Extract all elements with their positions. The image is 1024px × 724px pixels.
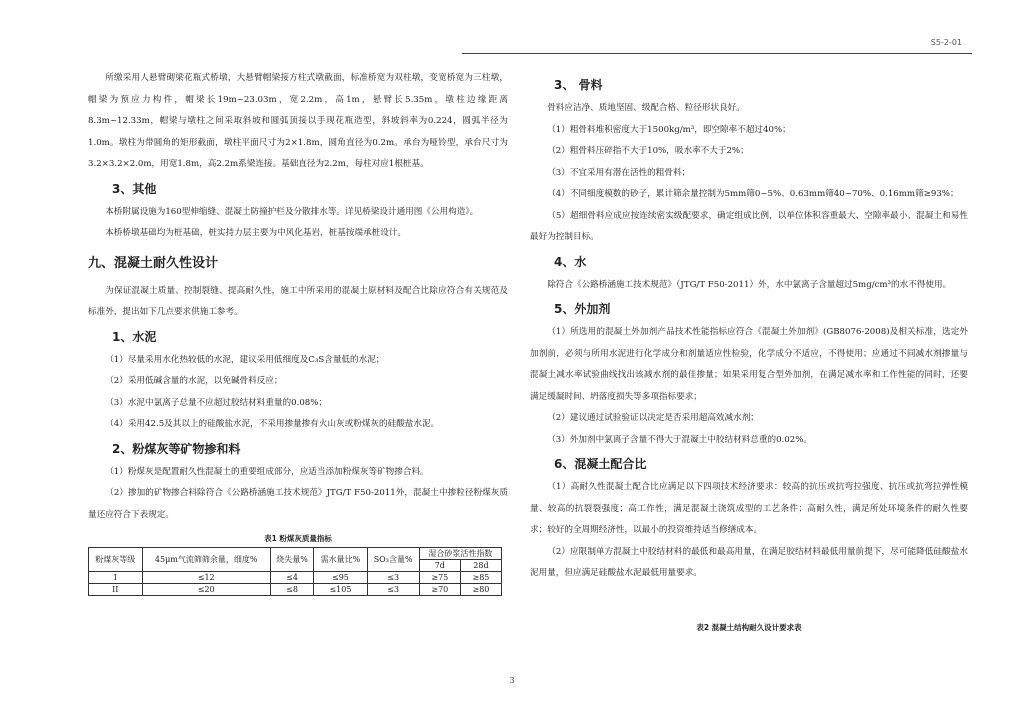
section-3-paragraph-1: 本桥附属设施为160型伸缩缝、混凝土防撞护栏及分散排水等。详见桥梁设计通用图《公用构造》。 bbox=[105, 206, 479, 217]
header-loss: 烧失量% bbox=[270, 548, 314, 572]
cement-item: （1）尽量采用水化热较低的水泥，建议采用低细度及C₃S含量低的水泥； bbox=[105, 354, 385, 365]
table-row bbox=[89, 572, 502, 584]
flyash-item: （2）掺加的矿物掺合料除符合《公路桥涵施工技术规范》JTG/T F50-2011外，混凝土中掺粒径粉煤灰质量还应符合下表规定。 bbox=[88, 488, 508, 520]
cell-water: ≤95 bbox=[314, 572, 367, 584]
cement-heading: 1、水泥 bbox=[112, 329, 157, 344]
cell-water: ≤105 bbox=[314, 584, 367, 596]
header-fineness: 45μm气流筛筛余量，细度% bbox=[142, 548, 270, 572]
aggregate-item: （5）超细骨料应成应按连续密实级配要求，确定组成比例，以单位体积容重最大、空隙率最小、混凝土和易性最好为控制目标。 bbox=[530, 210, 968, 242]
cell-loss: ≤8 bbox=[270, 584, 314, 596]
mix-ratio-item: （1）高耐久性混凝土配合比应满足以下四项技术经济要求：较高的抗压或抗弯拉强度、抗压或抗弯拉弹性模量、较高的抗裂裂强度；高工作性，满足混凝土浇筑成型的工艺条件；高耐久性，满足所处环境条件的耐久性要求；较好的全周期经济性，以最小的投资维持适当修缮成本。 bbox=[530, 482, 968, 535]
aggregate-item: （3）不宜采用有潜在活性的粗骨料； bbox=[547, 167, 691, 178]
left-column bbox=[88, 68, 508, 596]
cell-7d: ≥75 bbox=[419, 572, 460, 584]
header-so3: SO₃含量% bbox=[367, 548, 419, 572]
cell-grade: I bbox=[89, 572, 143, 584]
aggregate-heading: 3、 骨料 bbox=[554, 78, 603, 92]
water-paragraph: 除符合《公路桥涵施工技术规范》（JTG/T F50-2011）外，水中氯离子含量超过5mg/cm³的水不得使用。 bbox=[547, 279, 952, 290]
cement-item: （2）采用低碱含量的水泥，以免碱骨料反应； bbox=[105, 376, 283, 386]
drawing-code: S5-2-01 bbox=[930, 38, 962, 47]
table-header-row bbox=[89, 548, 502, 560]
admixture-item: （2）建议通过试验验证以决定是否采用超高效减水剂； bbox=[547, 413, 759, 423]
aggregate-item: （2）粗骨料压碎指不大于10%，吸水率不大于2%； bbox=[547, 146, 749, 156]
section-3-paragraph-2: 本桥桥墩基础均为桩基础，桩实持力层主要为中风化基岩，桩基按端承桩设计。 bbox=[105, 228, 406, 238]
admixture-heading: 5、外加剂 bbox=[554, 302, 611, 316]
header-28d: 28d bbox=[460, 560, 501, 572]
header-activity: 湿合砂浆活性指数 bbox=[419, 548, 501, 560]
cell-loss: ≤4 bbox=[270, 572, 314, 584]
cell-7d: ≥70 bbox=[419, 584, 460, 596]
admixture-item: （1）所选用的混凝土外加剂产品技术性能指标应符合《混凝土外加剂》(GB8076-2008)及相关标准，选定外加剂前，必须与所用水泥进行化学成分和剂量适应性检验，化学成分不适应，不得使用；应通过不同减水剂掺量与混凝土减水率试验曲线找出该减水剂的最佳掺量；如果采用复合型外加剂，在满足减水率和工作性能的同时，还要满足缓凝时间、坍落度损失等多项指标要求； bbox=[530, 327, 968, 402]
table-row bbox=[89, 584, 502, 596]
mix-ratio-item: （2）应限制单方混凝土中胶结材料的最低和最高用量，在满足胶结材料最低用量前提下，尽可能降低硅酸盐水泥用量，但应满足硅酸盐水泥最低用量要求。 bbox=[530, 546, 968, 578]
pier-description-paragraph: 所缴采用人悬臂砌梁花瓶式桥墩，大悬臂帽梁接方柱式墩截面，标准桥宽为双柱墩，变宽桥宽为三柱墩，帽梁为预应力构件，帽梁长19m~23.03m，宽2.2m，高1m，悬臂长5.35m，墩柱边缘距离8.3m~12.33m，帽梁与墩柱之间采取斜坡和圆弧顶接以手现花瓶造型，斜坡斜率为0.224，圆弧半径为1.0m。墩柱为带圆角的矩形截面，墩柱平面尺寸为2×1.8m，圆角直径为0.2m。承台为哑铃型，承台尺寸为3.2×3.2×2.0m，用宽1.8m，高2.2m系梁连接。基础直径为2.2m，每柱对应1根桩基。 bbox=[88, 73, 508, 169]
header-rule bbox=[462, 53, 972, 54]
cell-fineness: ≤12 bbox=[142, 572, 270, 584]
page-number: 3 bbox=[509, 676, 515, 685]
aggregate-item: （1）粗骨料堆积密度大于1500kg/m³，即空隙率不超过40%； bbox=[547, 124, 791, 135]
section-3-heading: 3、其他 bbox=[112, 181, 157, 196]
table-1-caption: 表1 粉煤灰质量指标 bbox=[264, 534, 332, 543]
aggregate-item: （4）不同细度模数的砂子，累计筛余量控制为5mm筛0~5%、0.63mm筛40~70%、0.16mm筛≥93%； bbox=[547, 189, 959, 199]
header-water: 需水量比% bbox=[314, 548, 367, 572]
flyash-item: （1）粉煤灰是配置耐久性混凝土的重要组成部分，应适当添加粉煤灰等矿物掺合料。 bbox=[105, 466, 429, 477]
durability-intro-paragraph: 为保证混凝土质量、控制裂缝、提高耐久性，施工中所采用的混凝土原材料及配合比除应符合有关规范及标准外，提出如下几点要求供施工参考。 bbox=[88, 285, 508, 317]
header-7d: 7d bbox=[419, 560, 460, 572]
cell-so3: ≤3 bbox=[367, 572, 419, 584]
flyash-quality-table bbox=[88, 547, 502, 596]
cement-item: （4）采用42.5及其以上的硅酸盐水泥，不采用掺量掺有火山灰或粉煤灰的硅酸盐水泥。 bbox=[105, 419, 440, 429]
right-column bbox=[530, 72, 968, 635]
water-heading: 4、水 bbox=[554, 254, 587, 269]
cell-28d: ≥80 bbox=[460, 584, 501, 596]
cell-28d: ≥85 bbox=[460, 572, 501, 584]
header-grade: 粉煤灰等级 bbox=[89, 548, 143, 572]
cell-grade: II bbox=[89, 584, 143, 596]
durability-design-heading: 九、混凝土耐久性设计 bbox=[88, 255, 219, 271]
flyash-heading: 2、粉煤灰等矿物掺和料 bbox=[112, 441, 241, 456]
admixture-item: （3）外加剂中氯离子含量不得大于混凝土中胶结材料总重的0.02%。 bbox=[547, 434, 812, 445]
aggregate-intro: 骨料应洁净、质地坚固、级配合格、粒径形状良好。 bbox=[547, 103, 745, 113]
cell-fineness: ≤20 bbox=[142, 584, 270, 596]
mix-ratio-heading: 6、混凝土配合比 bbox=[554, 457, 647, 471]
cement-item: （3）水泥中氯离子总量不应超过胶结材料重量的0.08%； bbox=[105, 397, 328, 408]
table-2-caption: 表2 混凝土结构耐久设计要求表 bbox=[696, 622, 802, 632]
cell-so3: ≤3 bbox=[367, 584, 419, 596]
